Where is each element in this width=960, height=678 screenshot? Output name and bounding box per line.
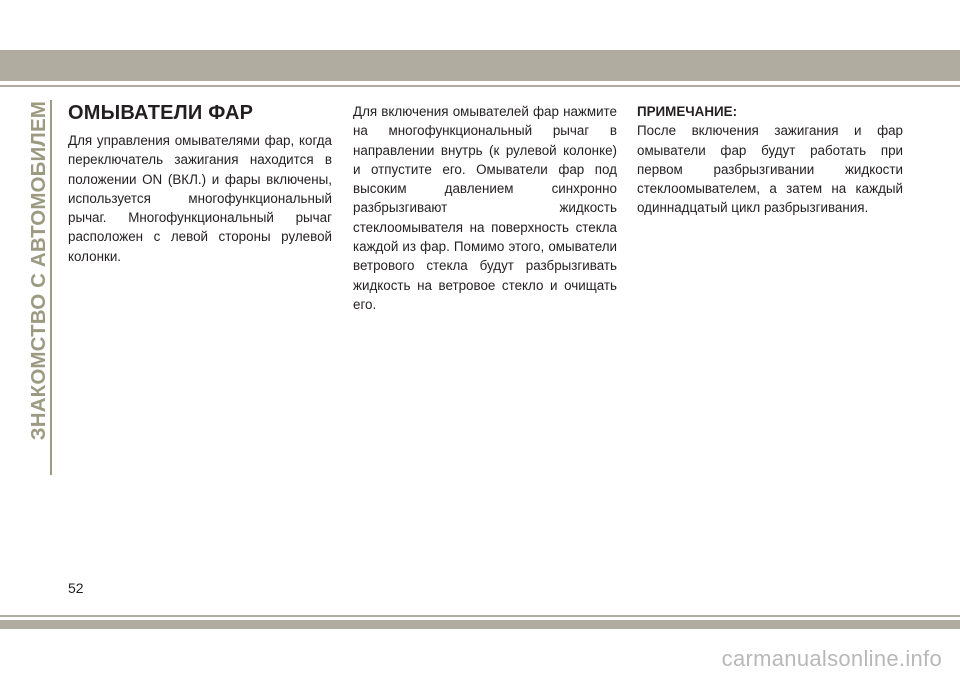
footer-band — [0, 620, 960, 629]
column-1-paragraph: Для управления омывателями фар, когда переключатель зажигания находится в положении ON (ВКЛ.) и фары включены, используется многофункциональный рычаг. Многофункциональный рычаг расположен с левой стороны рулевой колонки. — [68, 133, 332, 264]
footer-rule — [0, 615, 960, 617]
section-title-container — [26, 100, 52, 475]
column-2-paragraph: Для включения омывателей фар нажмите на многофункциональный рычаг в направлении внутрь (к рулевой колонке) и отпустите его. Омыватели фар под высоким давлением синхронно разбрызгивают жидкость стеклоомывателя на поверхность стекла каждой из фар. Помимо этого, омыватели ветрового стекла будут разбрызгивать жидкость на ветровое стекло и очищать его. — [353, 104, 617, 312]
header-band — [0, 50, 960, 81]
page-heading: ОМЫВАТЕЛИ ФАР — [68, 102, 254, 124]
column-2 — [353, 102, 617, 314]
header-rule — [0, 85, 960, 87]
note-label: ПРИМЕЧАНИЕ: — [637, 104, 738, 119]
page-number: 52 — [68, 580, 84, 596]
column-3 — [637, 102, 903, 218]
note-text: После включения зажигания и фар омыватели фар будут работать при первом разбрызгивании жидкости стеклоомывателем, а затем на каждый одиннадцатый цикл разбрызгивания. — [637, 123, 903, 216]
section-title: ЗНАКОМСТВО С АВТОМОБИЛЕМ — [26, 100, 52, 475]
watermark: carmanualsonline.info — [721, 646, 942, 671]
column-1 — [68, 102, 332, 266]
